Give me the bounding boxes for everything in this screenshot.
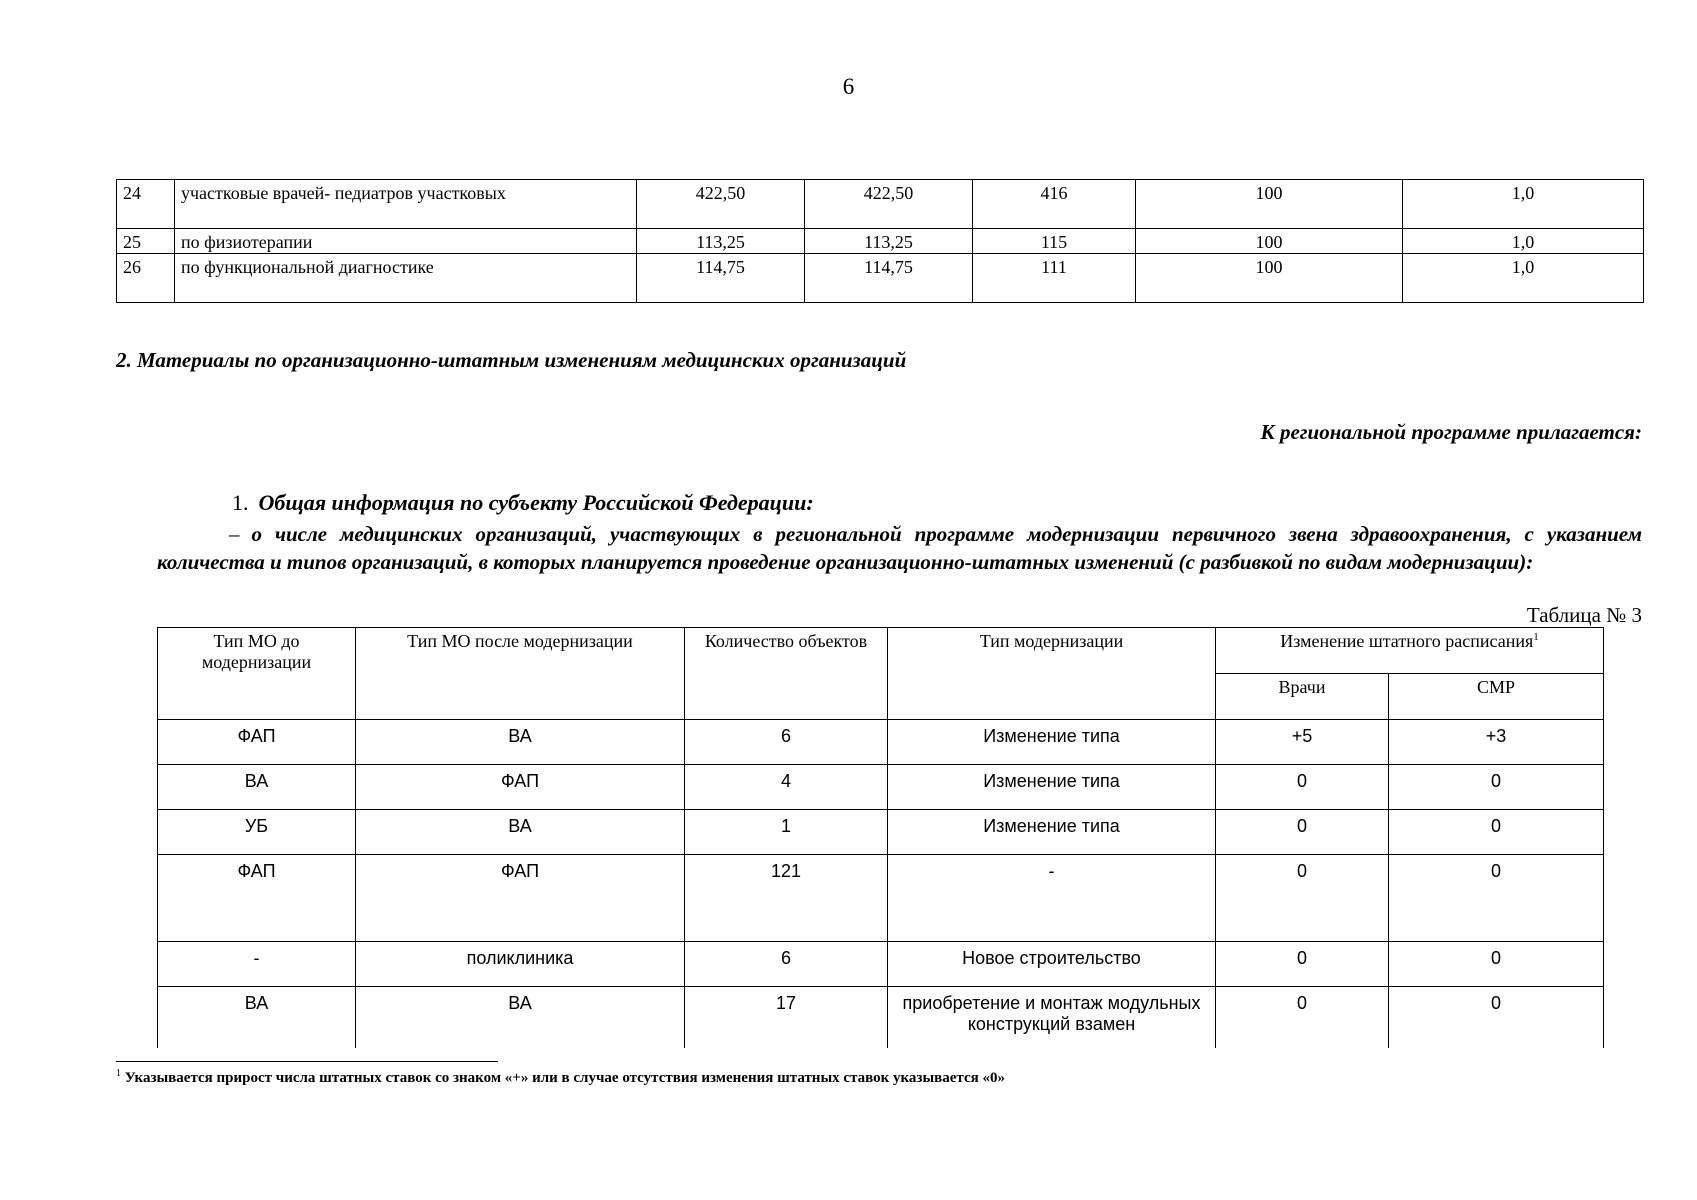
footnote-separator <box>116 1061 498 1062</box>
cell-before: ВА <box>158 765 356 810</box>
value-cell: 1,0 <box>1403 254 1644 303</box>
position-name: по функциональной диагностике <box>175 254 637 303</box>
cell-before: УБ <box>158 810 356 855</box>
footnote <box>116 1068 1005 1087</box>
attachment-note: К региональной программе прилагается: <box>1260 420 1642 444</box>
cell-after: ФАП <box>356 855 685 942</box>
dash-paragraph-text: о числе медицинских организаций, участвующих в региональной программе модернизации первичного звена здравоохранения, с указанием количества и типов организаций, в которых планируется проведение организационно-штатных изменений (с разбивкой по видам модернизации): <box>157 522 1642 574</box>
footnote-number: 1 <box>116 1068 121 1079</box>
value-cell: 1,0 <box>1403 229 1644 254</box>
table-row <box>158 987 1604 1049</box>
cell-smr: 0 <box>1389 765 1604 810</box>
cell-count: 6 <box>685 942 888 987</box>
value-cell: 422,50 <box>805 180 973 229</box>
row-number: 26 <box>117 254 175 303</box>
table-caption: Таблица № 3 <box>1526 603 1642 627</box>
cell-doctors: 0 <box>1216 810 1389 855</box>
value-cell: 113,25 <box>805 229 973 254</box>
position-name: по физиотерапии <box>175 229 637 254</box>
cell-type: - <box>888 855 1216 942</box>
list-number: 1. <box>232 490 249 515</box>
cell-smr: 0 <box>1389 987 1604 1049</box>
cell-after: ФАП <box>356 765 685 810</box>
value-cell: 114,75 <box>805 254 973 303</box>
row-number: 25 <box>117 229 175 254</box>
value-cell: 1,0 <box>1403 180 1644 229</box>
cell-before: ФАП <box>158 720 356 765</box>
header-type-after: Тип МО после модернизации <box>356 628 685 720</box>
table-row <box>117 254 1644 303</box>
table-row <box>158 720 1604 765</box>
cell-after: ВА <box>356 987 685 1049</box>
cell-after: поликлиника <box>356 942 685 987</box>
row-number: 24 <box>117 180 175 229</box>
header-staff-change-label: Изменение штатного расписания <box>1280 631 1534 651</box>
table-row <box>158 942 1604 987</box>
cell-type: Изменение типа <box>888 765 1216 810</box>
value-cell: 113,25 <box>637 229 805 254</box>
cell-doctors: 0 <box>1216 765 1389 810</box>
cell-doctors: 0 <box>1216 855 1389 942</box>
staffing-table-continuation <box>116 179 1644 303</box>
cell-count: 4 <box>685 765 888 810</box>
header-object-count: Количество объектов <box>685 628 888 720</box>
value-cell: 100 <box>1136 254 1403 303</box>
value-cell: 114,75 <box>637 254 805 303</box>
cell-smr: 0 <box>1389 810 1604 855</box>
list-item-text: Общая информация по субъекту Российской Федерации: <box>258 490 814 515</box>
section-heading: 2. Материалы по организационно-штатным изменениям медицинских организаций <box>116 348 907 372</box>
table-row <box>117 229 1644 254</box>
cell-smr: 0 <box>1389 855 1604 942</box>
header-staff-change <box>1216 628 1604 674</box>
cell-after: ВА <box>356 810 685 855</box>
header-modernization-type: Тип модернизации <box>888 628 1216 720</box>
cell-type: Новое строительство <box>888 942 1216 987</box>
value-cell: 111 <box>973 254 1136 303</box>
table3-viewport <box>157 627 1607 1048</box>
value-cell: 100 <box>1136 229 1403 254</box>
cell-type: приобретение и монтаж модульных конструкций взамен <box>888 987 1216 1049</box>
footnote-text: Указывается прирост числа штатных ставок со знаком «+» или в случае отсутствия изменения штатных ставок указывается «0» <box>124 1070 1005 1086</box>
cell-doctors: +5 <box>1216 720 1389 765</box>
header-doctors: Врачи <box>1216 674 1389 720</box>
cell-count: 6 <box>685 720 888 765</box>
table-row <box>158 810 1604 855</box>
header-type-before: Тип МО до модернизации <box>158 628 356 720</box>
footnote-ref: 1 <box>1533 631 1539 643</box>
cell-before: ВА <box>158 987 356 1049</box>
table-row <box>158 855 1604 942</box>
cell-type: Изменение типа <box>888 720 1216 765</box>
dash-paragraph <box>157 520 1642 576</box>
value-cell: 100 <box>1136 180 1403 229</box>
cell-doctors: 0 <box>1216 987 1389 1049</box>
value-cell: 115 <box>973 229 1136 254</box>
page-number: 6 <box>842 74 855 99</box>
value-cell: 422,50 <box>637 180 805 229</box>
cell-after: ВА <box>356 720 685 765</box>
header-smr: СМР <box>1389 674 1604 720</box>
cell-doctors: 0 <box>1216 942 1389 987</box>
cell-count: 17 <box>685 987 888 1049</box>
list-item-general-info <box>232 490 814 516</box>
cell-count: 121 <box>685 855 888 942</box>
table-header-row <box>158 628 1604 674</box>
table-row <box>158 765 1604 810</box>
modernization-table <box>157 627 1604 1048</box>
position-name: участковые врачей- педиатров участковых <box>175 180 637 229</box>
cell-count: 1 <box>685 810 888 855</box>
cell-before: - <box>158 942 356 987</box>
table-row <box>117 180 1644 229</box>
cell-smr: +3 <box>1389 720 1604 765</box>
value-cell: 416 <box>973 180 1136 229</box>
cell-before: ФАП <box>158 855 356 942</box>
dash-marker: – <box>229 522 240 546</box>
cell-type: Изменение типа <box>888 810 1216 855</box>
cell-smr: 0 <box>1389 942 1604 987</box>
